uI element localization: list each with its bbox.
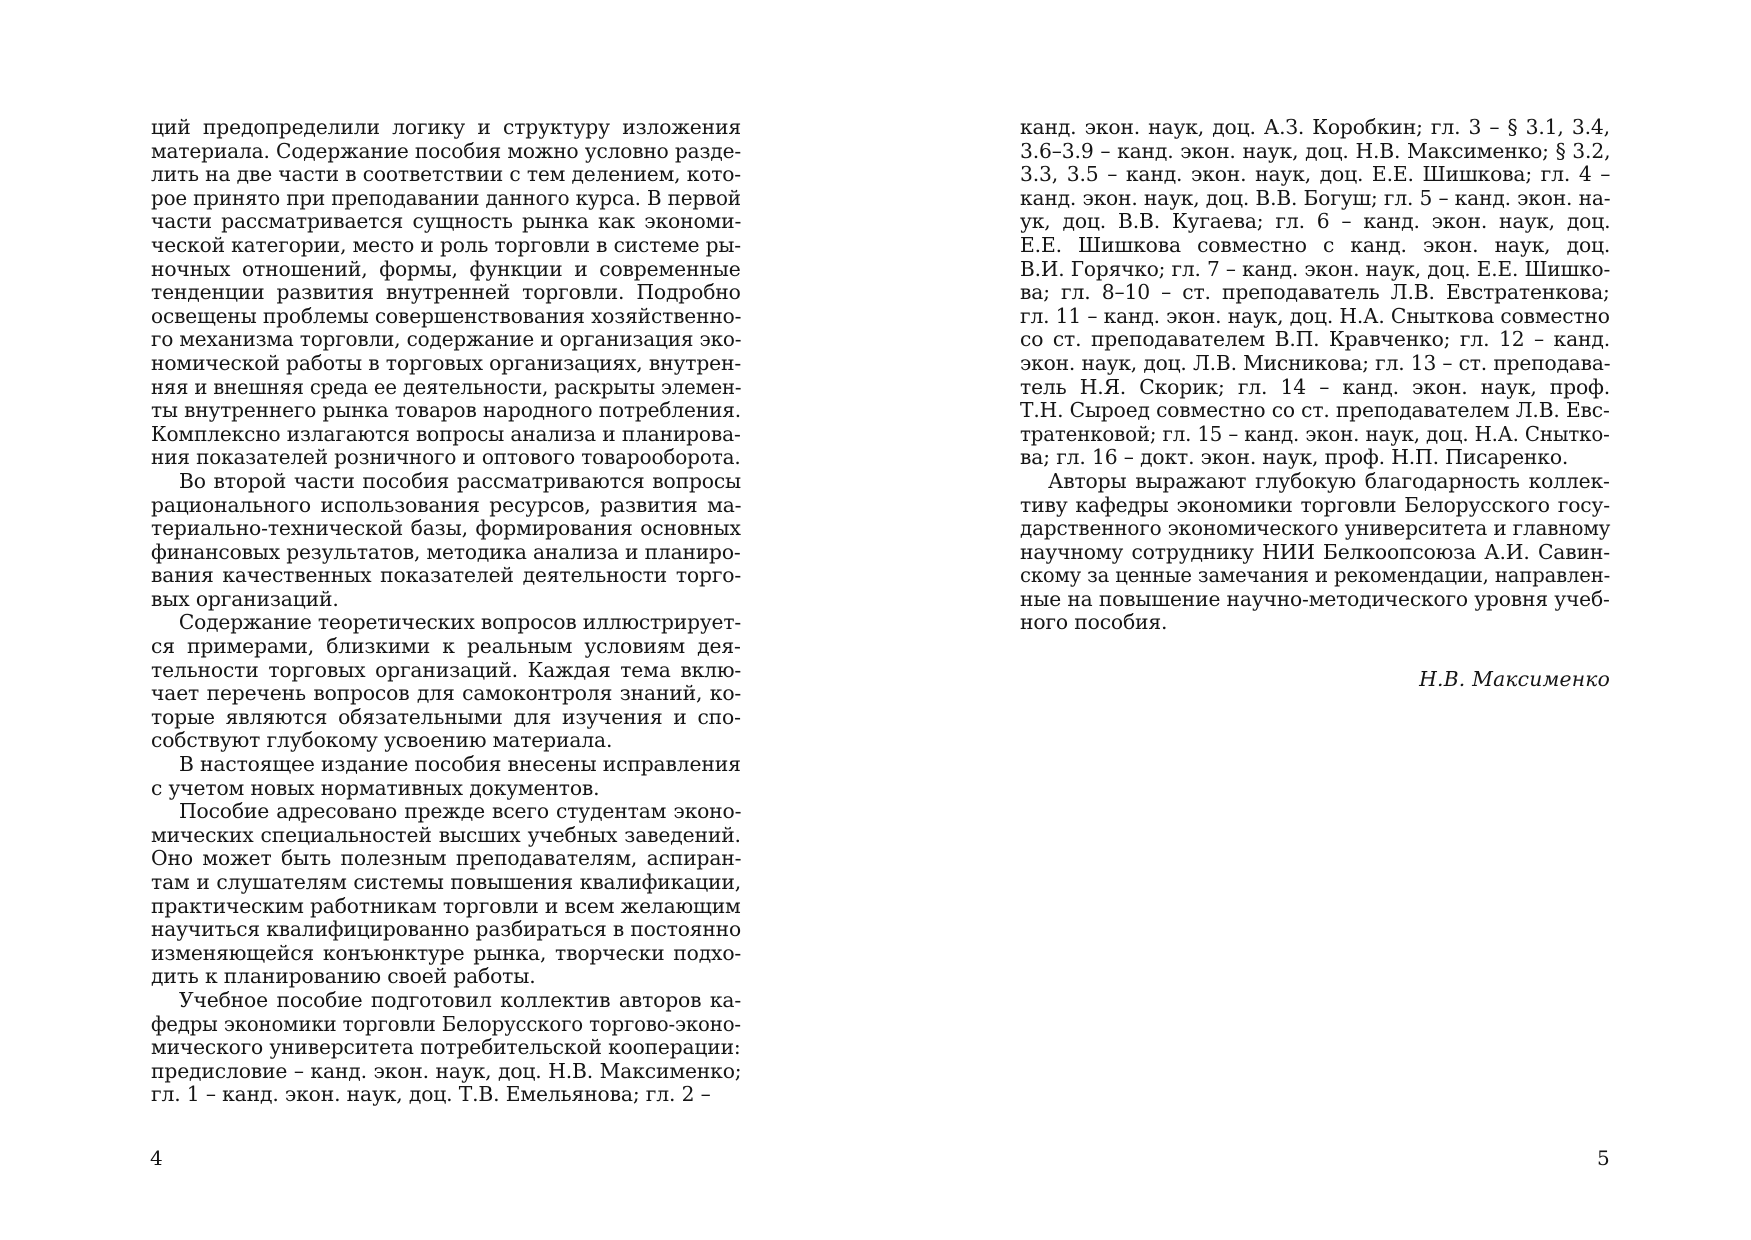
text-line: Пособие адресовано прежде всего студентам эконо- (179, 799, 742, 824)
text-line: изменяющейся конъюнктуре рынка, творчески подхо- (151, 940, 742, 965)
text-line: Е.Е. Шишкова совместно с канд. экон. наук, доц. (1020, 232, 1611, 257)
text-line: ты внутреннего рынка товаров народного потребления. (151, 398, 742, 423)
text-line: 3.3, 3.5 – канд. экон. наук, доц. Е.Е. Шишкова; гл. 4 – (1020, 162, 1611, 187)
text-line: чает перечень вопросов для самоконтроля знаний, ко- (151, 681, 742, 706)
text-line: финансовых результатов, методика анализа и планиро- (151, 539, 741, 564)
text-line: дарственного экономического университета и главному (1020, 516, 1611, 541)
left-page-text (151, 116, 741, 1107)
text-line: ва; гл. 16 – докт. экон. наук, проф. Н.П. Писаренко. (1020, 445, 1569, 470)
author-signature: Н.В. Максименко (1419, 667, 1610, 691)
text-line: федры экономики торговли Белорусского торгово-эконо- (151, 1011, 741, 1036)
text-line: практическим работникам торговли и всем желающим (151, 893, 741, 918)
text-line: 3.6–3.9 – канд. экон. наук, доц. Н.В. Максименко; § 3.2, (1020, 138, 1611, 163)
text-line: ся примерами, близкими к реальным условиям дея- (151, 634, 741, 659)
text-line: тенденции развития внутренней торговли. Подробно (151, 280, 741, 305)
text-line: В.И. Горячко; гл. 7 – канд. экон. наук, доц. Е.Е. Шишко- (1020, 256, 1611, 281)
text-line: гл. 1 – канд. экон. наук, доц. Т.В. Емельянова; гл. 2 – (151, 1082, 711, 1107)
text-line: тельности торговых организаций. Каждая тема вклю- (151, 657, 742, 682)
text-line: освещены проблемы совершенствования хозяйственно- (151, 303, 742, 328)
text-line: Учебное пособие подготовил коллектив авторов ка- (179, 987, 742, 1012)
text-line: экон. наук, доц. Л.В. Мисникова; гл. 13 – ст. преподава- (1020, 350, 1611, 375)
text-line: дить к планированию своей работы. (151, 964, 536, 989)
text-line: там и слушателям системы повышения квалификации, (151, 870, 742, 894)
text-line: собствуют глубокому усвоению материала. (151, 728, 613, 753)
text-line: ночных отношений, формы, функции и современные (151, 256, 741, 281)
text-line: териально-технической базы, формирования основных (151, 516, 741, 541)
text-line: Содержание теоретических вопросов иллюстрирует- (178, 610, 742, 635)
text-line: со ст. преподавателем В.П. Кравченко; гл. 12 – канд. (1020, 327, 1611, 352)
text-line: ные на повышение научно-методического уровня учеб- (1020, 586, 1610, 611)
text-line: научиться квалифицированно разбираться в постоянно (151, 917, 741, 942)
text-line: рое принято при преподавании данного курса. В первой (151, 185, 741, 210)
text-line: торые являются обязательными для изучения и спо- (151, 704, 741, 729)
text-line: мических специальностей высших учебных заведений. (151, 822, 741, 847)
text-line: ук, доц. В.В. Кугаева; гл. 6 – канд. экон. наук, доц. (1020, 209, 1611, 234)
text-line: научному сотруднику НИИ Белкоопсоюза А.И. Савин- (1020, 539, 1610, 564)
text-line: гл. 11 – канд. экон. наук, доц. Н.А. Сныткова совместно (1020, 303, 1610, 328)
text-line: Во второй части пособия рассматриваются вопросы (179, 468, 742, 493)
text-line: ческой категории, место и роль торговли в системе ры- (151, 232, 741, 257)
text-line: тиву кафедры экономики торговли Белорусского госу- (1020, 492, 1610, 517)
text-line: ва; гл. 8–10 – ст. преподаватель Л.В. Евстратенкова; (1020, 280, 1610, 305)
right-page-text (1020, 116, 1610, 635)
text-line: Авторы выражают глубокую благодарность коллек- (1048, 468, 1610, 493)
text-line: части рассматривается сущность рынка как экономи- (151, 209, 742, 234)
text-line: Комплексно излагаются вопросы анализа и планирова- (151, 421, 741, 446)
text-line: няя и внешняя среда ее деятельности, раскрыты элемен- (151, 374, 742, 399)
text-line: номической работы в торговых организациях, внутрен- (151, 350, 742, 375)
text-line: скому за ценные замечания и рекомендации, направлен- (1020, 563, 1611, 588)
text-line: канд. экон. наук, доц. А.З. Коробкин; гл. 3 – § 3.1, 3.4, (1020, 115, 1610, 139)
text-line: ного пособия. (1020, 610, 1168, 635)
text-line: предисловие – канд. экон. наук, доц. Н.В. Максименко; (151, 1058, 742, 1083)
text-line: Оно может быть полезным преподавателям, аспиран- (151, 846, 742, 871)
text-line: тель Н.Я. Скорик; гл. 14 – канд. экон. наук, проф. (1020, 374, 1611, 399)
text-line: лить на две части в соответствии с тем делением, кото- (151, 162, 741, 187)
text-line: канд. экон. наук, доц. В.В. Богуш; гл. 5 – канд. экон. на- (1020, 185, 1611, 210)
text-line: Т.Н. Сыроед совместно со ст. преподавателем Л.В. Евс- (1020, 398, 1610, 423)
text-line: мического университета потребительской кооперации: (151, 1035, 741, 1060)
text-line: рационального использования ресурсов, развития ма- (151, 492, 742, 517)
text-line: В настоящее издание пособия внесены исправления (179, 752, 741, 777)
text-line: го механизма торговли, содержание и организация эко- (151, 327, 742, 352)
right-page-number: 5 (1597, 1146, 1610, 1170)
text-line: материала. Содержание пособия можно условно разде- (151, 138, 742, 163)
text-line: с учетом новых нормативных документов. (151, 775, 600, 800)
text-line: ций предопределили логику и структуру изложения (151, 115, 742, 139)
left-page-number: 4 (150, 1146, 163, 1170)
text-line: вых организаций. (151, 586, 339, 611)
text-line: ния показателей розничного и оптового товарооборота. (151, 445, 741, 470)
text-line: вания качественных показателей деятельности торго- (151, 563, 742, 588)
text-line: тратенковой; гл. 15 – канд. экон. наук, доц. Н.А. Снытко- (1020, 421, 1610, 446)
